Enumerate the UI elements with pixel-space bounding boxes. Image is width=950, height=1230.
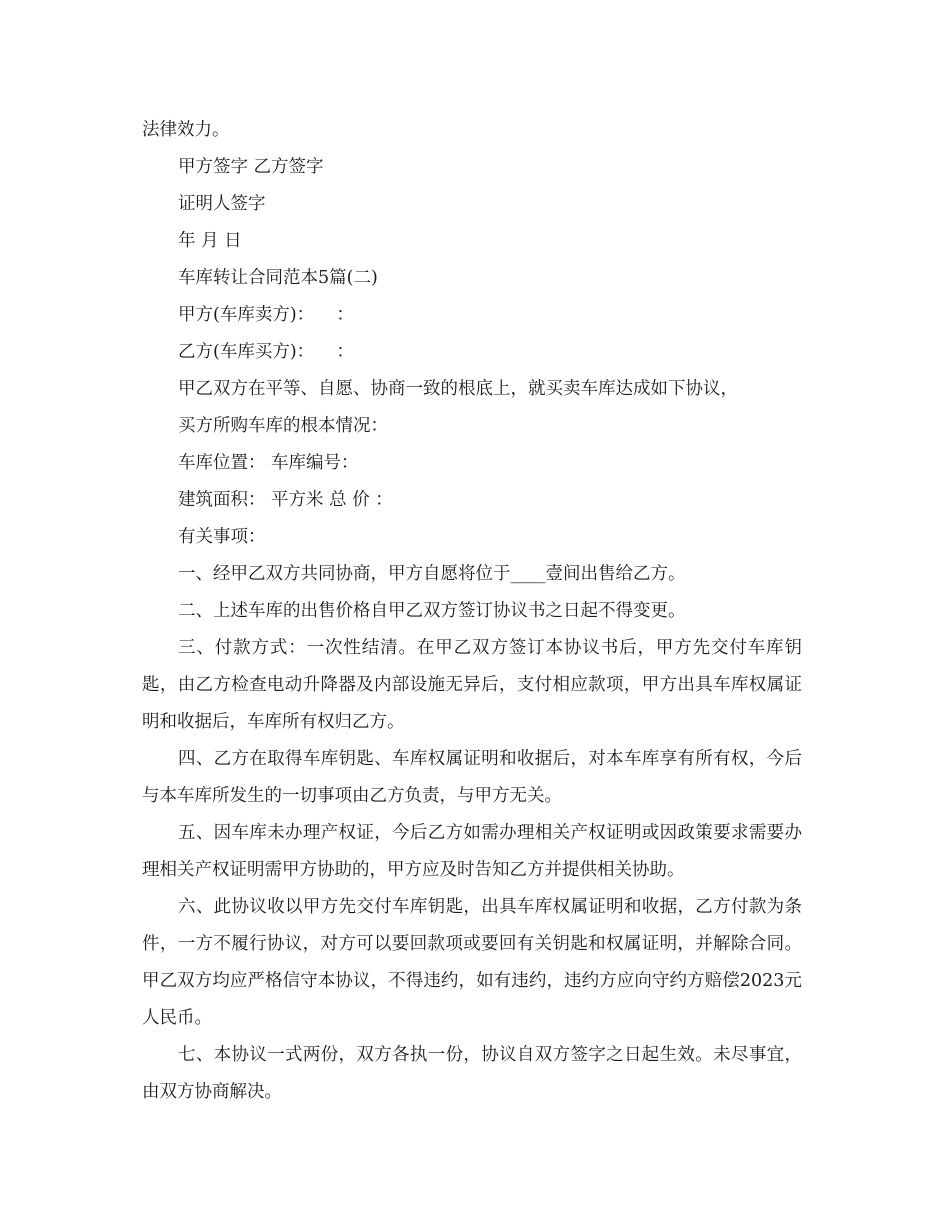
party-b-line: 乙方(车库买方)： ： — [178, 342, 354, 362]
clause-7: 七、本协议一式两份，双方各执一份，协议自双方签字之日起生效。未尽事宜，由双方协商解决。 — [142, 1045, 802, 1102]
section-title: 车库转让合同范本5篇(二) — [178, 268, 378, 288]
garage-area-price-line: 建筑面积： 平方米 总 价 ： — [178, 490, 393, 510]
signature-line-witness: 证明人签字 — [178, 194, 266, 214]
party-a-line: 甲方(车库卖方)： ： — [178, 305, 354, 325]
garage-info-heading: 买方所购车库的根本情况： — [178, 416, 388, 436]
clause-6: 六、此协议收以甲方先交付车库钥匙，出具车库权属证明和收据，乙方付款为条件，一方不履行协议，对方可以要回款项或要回有关钥匙和权属证明，并解除合同。甲乙双方均应严格信守本协议，不得违约，如有违约，违约方应向守约方赔偿2023元人民币。 — [142, 897, 802, 1028]
date-line: 年 月 日 — [178, 231, 242, 251]
text-line-continuation: 法律效力。 — [142, 120, 230, 140]
document-body — [142, 112, 802, 1111]
clause-1: 一、经甲乙双方共同协商，甲方自愿将位于____壹间出售给乙方。 — [178, 564, 686, 584]
matters-heading: 有关事项： — [178, 527, 266, 547]
clause-3: 三、付款方式：一次性结清。在甲乙双方签订本协议书后，甲方先交付车库钥匙，由乙方检查电动升降器及内部设施无异后，支付相应款项，甲方出具车库权属证明和收据后，车库所有权归乙方。 — [142, 638, 802, 732]
clause-5: 五、因车库未办理产权证，今后乙方如需办理相关产权证明或因政策要求需要办理相关产权证明需甲方协助的，甲方应及时告知乙方并提供相关协助。 — [142, 823, 802, 880]
agreement-intro: 甲乙双方在平等、自愿、协商一致的根底上，就买卖车库达成如下协议， — [178, 379, 738, 399]
clause-4: 四、乙方在取得车库钥匙、车库权属证明和收据后，对本车库享有所有权，今后与本车库所发生的一切事项由乙方负责，与甲方无关。 — [142, 749, 802, 806]
signature-line-parties: 甲方签字 乙方签字 — [178, 157, 324, 177]
garage-location-line: 车库位置： 车库编号： — [178, 453, 359, 473]
clause-2: 二、上述车库的出售价格自甲乙双方签订协议书之日起不得变更。 — [178, 601, 686, 621]
